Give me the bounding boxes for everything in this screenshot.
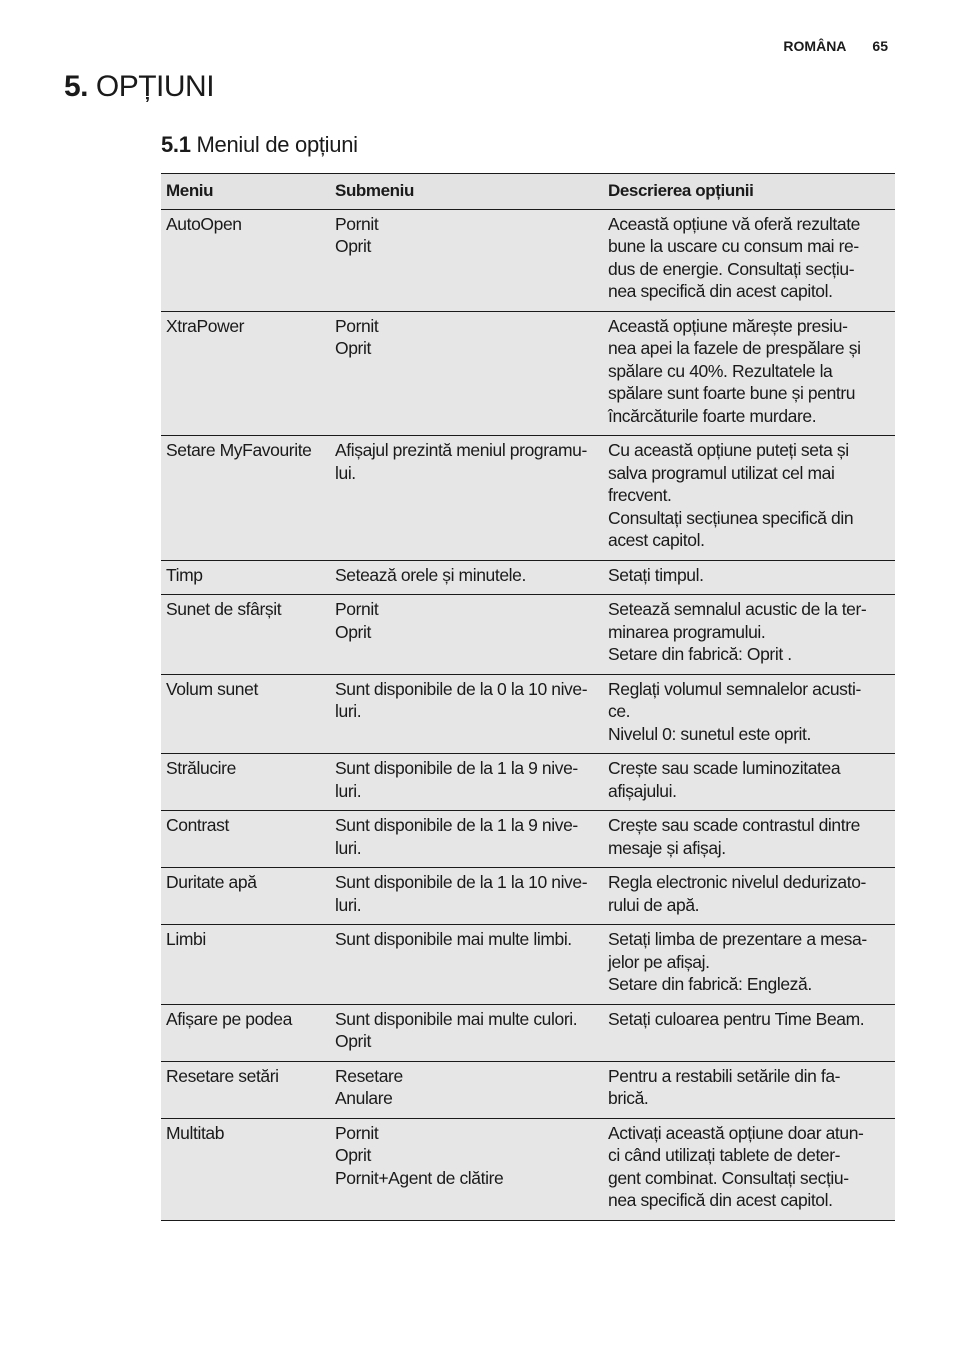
cell-menu: Resetare setări	[161, 1061, 330, 1118]
cell-menu: AutoOpen	[161, 209, 330, 311]
table-row	[161, 754, 895, 811]
section-title	[161, 132, 358, 158]
cell-description-line: Setare din fabrică: Oprit .	[608, 644, 792, 664]
cell-description	[603, 311, 895, 436]
cell-description-line: acest capitol.	[608, 530, 705, 550]
cell-description-line: Setați culoarea pentru Time Beam.	[608, 1008, 865, 1029]
cell-submenu-line: Oprit	[335, 1031, 371, 1051]
cell-description-line: Pentru a restabili setările din fa-	[608, 1065, 841, 1086]
cell-description-line: Crește sau scade luminozitatea	[608, 758, 841, 778]
cell-submenu	[330, 811, 603, 868]
cell-menu: Setare MyFavourite	[161, 436, 330, 561]
column-header-description: Descrierea opțiunii	[603, 174, 895, 210]
section-title-text: Meniul de opțiuni	[196, 132, 358, 157]
cell-submenu-line: Sunt disponibile de la 1 la 9 nive-	[335, 815, 578, 835]
cell-submenu	[330, 1061, 603, 1118]
table-row	[161, 1061, 895, 1118]
cell-submenu-line: Sunt disponibile de la 1 la 10 nive-	[335, 872, 588, 892]
cell-description	[603, 436, 895, 561]
table-row	[161, 436, 895, 561]
table-body	[161, 209, 895, 1220]
section-number: 5.1	[161, 132, 191, 157]
cell-description-line: Setați timpul.	[608, 564, 704, 585]
header-language: ROMÂNA	[783, 38, 847, 54]
cell-submenu	[330, 1004, 603, 1061]
page-header	[783, 38, 888, 54]
cell-submenu	[330, 436, 603, 561]
table-row	[161, 560, 895, 595]
cell-description-line: ce.	[608, 701, 631, 721]
cell-description	[603, 754, 895, 811]
table-row	[161, 209, 895, 311]
cell-submenu-line: Anulare	[335, 1088, 393, 1108]
cell-menu: Contrast	[161, 811, 330, 868]
cell-description-line: încărcăturile foarte murdare.	[608, 405, 817, 426]
cell-description-line: bune la uscare cu consum mai re-	[608, 236, 859, 256]
cell-submenu-line: Oprit	[335, 236, 371, 256]
page-number: 65	[872, 38, 888, 54]
cell-submenu-line: luri.	[335, 701, 362, 721]
cell-submenu	[330, 868, 603, 925]
cell-description-line: gent combinat. Consultați secțiu-	[608, 1167, 849, 1188]
cell-menu: Multitab	[161, 1118, 330, 1220]
cell-description-line: dus de energie. Consultați secțiu-	[608, 258, 855, 279]
cell-description-line: spălare cu 40%. Rezultatele la	[608, 360, 833, 381]
table-row	[161, 311, 895, 436]
cell-description-line: afișajului.	[608, 780, 677, 801]
cell-description	[603, 1061, 895, 1118]
cell-description	[603, 868, 895, 925]
cell-description-line: brică.	[608, 1088, 649, 1108]
cell-submenu	[330, 209, 603, 311]
cell-submenu	[330, 925, 603, 1005]
cell-menu: Volum sunet	[161, 674, 330, 754]
cell-description-line: jelor pe afișaj.	[608, 951, 710, 972]
cell-description-line: nea apei la fazele de prespălare și	[608, 338, 861, 358]
cell-submenu	[330, 674, 603, 754]
cell-submenu-line: Afișajul prezintă meniul programu-	[335, 440, 587, 460]
cell-description-line: Activați această opțiune doar atun-	[608, 1122, 864, 1143]
cell-submenu-line: Oprit	[335, 1145, 371, 1165]
table-row	[161, 674, 895, 754]
cell-submenu-line: Pornit	[335, 1122, 379, 1143]
cell-submenu-line: Pornit	[335, 599, 379, 619]
cell-submenu	[330, 595, 603, 675]
cell-description-line: Setați limba de prezentare a mesa-	[608, 929, 867, 949]
table-row	[161, 925, 895, 1005]
cell-menu: Timp	[161, 560, 330, 595]
cell-description-line: ci când utilizați tablete de deter-	[608, 1145, 841, 1165]
cell-menu: Limbi	[161, 925, 330, 1005]
cell-description-line: salva programul utilizat cel mai	[608, 462, 835, 483]
cell-description	[603, 1004, 895, 1061]
cell-submenu	[330, 754, 603, 811]
cell-description-line: minarea programului.	[608, 621, 766, 642]
cell-description-line: mesaje și afișaj.	[608, 837, 726, 858]
cell-submenu-line: Setează orele și minutele.	[335, 564, 526, 585]
cell-menu: Strălucire	[161, 754, 330, 811]
cell-menu: XtraPower	[161, 311, 330, 436]
cell-submenu-line: luri.	[335, 837, 362, 858]
chapter-number: 5.	[64, 70, 89, 103]
cell-submenu-line: lui.	[335, 462, 356, 483]
cell-menu: Sunet de sfârșit	[161, 595, 330, 675]
cell-submenu-line: Pornit	[335, 315, 379, 336]
cell-submenu	[330, 560, 603, 595]
cell-submenu-line: Sunt disponibile de la 1 la 9 nive-	[335, 758, 578, 778]
cell-description	[603, 209, 895, 311]
cell-submenu-line: Oprit	[335, 621, 371, 642]
cell-submenu	[330, 311, 603, 436]
cell-submenu	[330, 1118, 603, 1220]
cell-submenu-line: luri.	[335, 780, 362, 801]
cell-description-line: spălare sunt foarte bune și pentru	[608, 383, 856, 403]
table-row	[161, 1118, 895, 1220]
cell-submenu-line: Oprit	[335, 338, 371, 358]
cell-submenu-line: Resetare	[335, 1065, 403, 1086]
cell-description	[603, 925, 895, 1005]
cell-description	[603, 1118, 895, 1220]
cell-submenu-line: Sunt disponibile mai multe culori.	[335, 1008, 578, 1029]
cell-description-line: nea specifică din acest capitol.	[608, 281, 833, 301]
cell-description-line: Cu această opțiune puteți seta și	[608, 440, 849, 460]
cell-description	[603, 811, 895, 868]
table-row	[161, 1004, 895, 1061]
cell-submenu-line: Sunt disponibile mai multe limbi.	[335, 929, 572, 949]
cell-description-line: Nivelul 0: sunetul este oprit.	[608, 723, 811, 744]
cell-description-line: frecvent.	[608, 485, 672, 505]
cell-description	[603, 560, 895, 595]
cell-description	[603, 674, 895, 754]
cell-description-line: Această opțiune vă oferă rezultate	[608, 213, 860, 234]
table-row	[161, 595, 895, 675]
chapter-title	[64, 70, 214, 104]
cell-description-line: Reglați volumul semnalelor acusti-	[608, 678, 861, 699]
cell-description-line: Această opțiune mărește presiu-	[608, 315, 848, 336]
cell-description-line: Setare din fabrică: Engleză.	[608, 974, 812, 994]
cell-menu: Afișare pe podea	[161, 1004, 330, 1061]
table-header-row	[161, 174, 895, 210]
cell-submenu-line: Sunt disponibile de la 0 la 10 nive-	[335, 678, 588, 699]
cell-description-line: Setează semnalul acustic de la ter-	[608, 599, 867, 619]
cell-menu: Duritate apă	[161, 868, 330, 925]
cell-description-line: Regla electronic nivelul dedurizato-	[608, 872, 866, 892]
cell-submenu-line: luri.	[335, 894, 362, 915]
options-table	[161, 173, 895, 1221]
cell-description-line: nea specifică din acest capitol.	[608, 1190, 833, 1210]
cell-description-line: Consultați secțiunea specifică din	[608, 507, 854, 528]
cell-submenu-line: Pornit+Agent de clătire	[335, 1167, 504, 1188]
column-header-menu: Meniu	[161, 174, 330, 210]
cell-description-line: rului de apă.	[608, 894, 700, 915]
column-header-submenu: Submeniu	[330, 174, 603, 210]
cell-submenu-line: Pornit	[335, 213, 379, 234]
cell-description	[603, 595, 895, 675]
cell-description-line: Crește sau scade contrastul dintre	[608, 815, 860, 835]
table-row	[161, 811, 895, 868]
chapter-title-text: OPȚIUNI	[95, 70, 215, 103]
table-row	[161, 868, 895, 925]
